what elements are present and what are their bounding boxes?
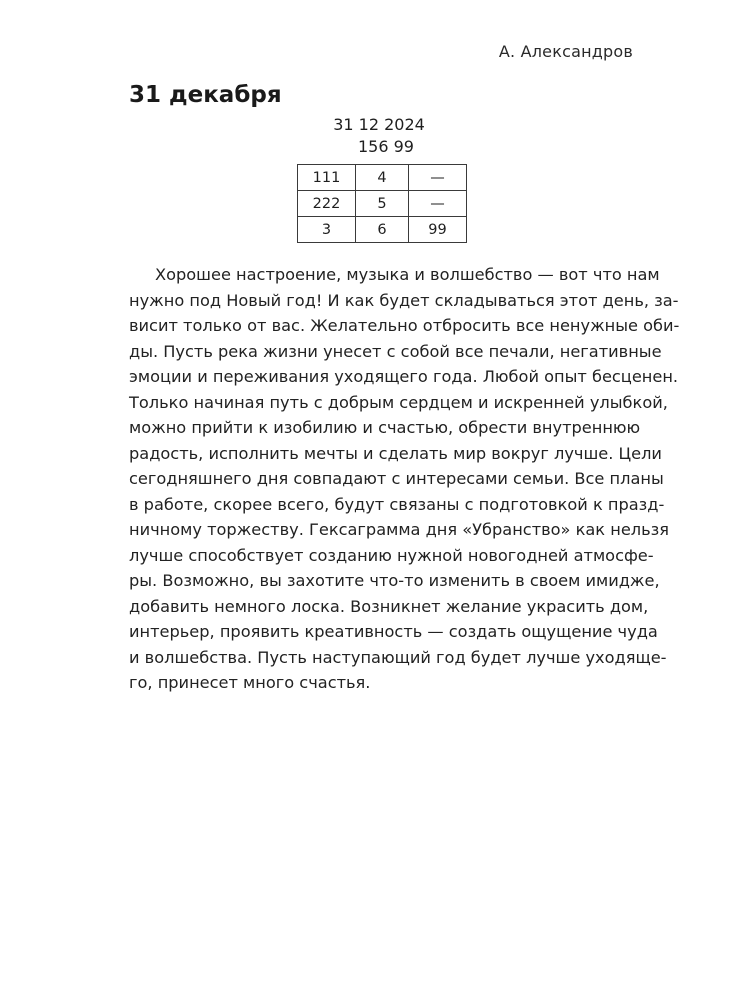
date-code-line-2: 156 99 [358, 137, 414, 156]
page-title: 31 декабря [129, 82, 282, 108]
number-grid [297, 164, 467, 243]
paragraph-line: ничному торжеству. Гексаграмма дня «Убранство» как нельзя [129, 520, 670, 539]
grid-cell: 3 [298, 217, 356, 243]
grid-cell: 111 [298, 165, 356, 191]
paragraph-line: можно прийти к изобилию и счастью, обрести внутреннюю [129, 418, 641, 437]
paragraph-line: эмоции и переживания уходящего года. Любой опыт бесценен. [129, 367, 679, 386]
paragraph-line: радость, исполнить мечты и сделать мир вокруг лучше. Цели [129, 443, 662, 463]
paragraph-line: ры. Возможно, вы захотите что-то изменить в своем имидже, [129, 571, 660, 590]
paragraph-line: добавить немного лоска. Возникнет желание украсить дом, [129, 596, 649, 616]
paragraph-line: висит только от вас. Желательно отбросить все ненужные оби- [129, 316, 680, 335]
grid-cell: 4 [356, 165, 409, 191]
grid-cell: 222 [298, 191, 356, 217]
paragraph-line: в работе, скорее всего, будут связаны с подготовкой к празд- [129, 494, 665, 514]
paragraph-line: го, принесет много счастья. [129, 673, 371, 692]
body-paragraph [129, 262, 680, 696]
paragraph-line: нужно под Новый год! И как будет складываться этот день, за- [129, 290, 679, 310]
grid-cell: — [409, 165, 467, 191]
paragraph-line: и волшебства. Пусть наступающий год будет лучше уходяще- [129, 647, 667, 667]
grid-row [298, 217, 467, 243]
author-name: А. Александров [498, 42, 633, 61]
grid-row [298, 191, 467, 217]
grid-cell: — [409, 191, 467, 217]
grid-cell: 6 [356, 217, 409, 243]
grid-cell: 5 [356, 191, 409, 217]
grid-row [298, 165, 467, 191]
paragraph-line: Только начиная путь с добрым сердцем и искренней улыбкой, [129, 392, 668, 412]
paragraph-line: интерьер, проявить креативность — создать ощущение чуда [129, 622, 658, 641]
paragraph-line: Хорошее настроение, музыка и волшебство — вот что нам [155, 265, 660, 284]
paragraph-line: ды. Пусть река жизни унесет с собой все печали, негативные [129, 341, 662, 361]
paragraph-line: сегодняшнего дня совпадают с интересами семьи. Все планы [129, 469, 664, 488]
grid-cell: 99 [409, 217, 467, 243]
paragraph-line: лучше способствует созданию нужной новогодней атмосфе- [129, 545, 654, 565]
date-code [0, 114, 750, 158]
date-code-line-1: 31 12 2024 [333, 115, 425, 134]
